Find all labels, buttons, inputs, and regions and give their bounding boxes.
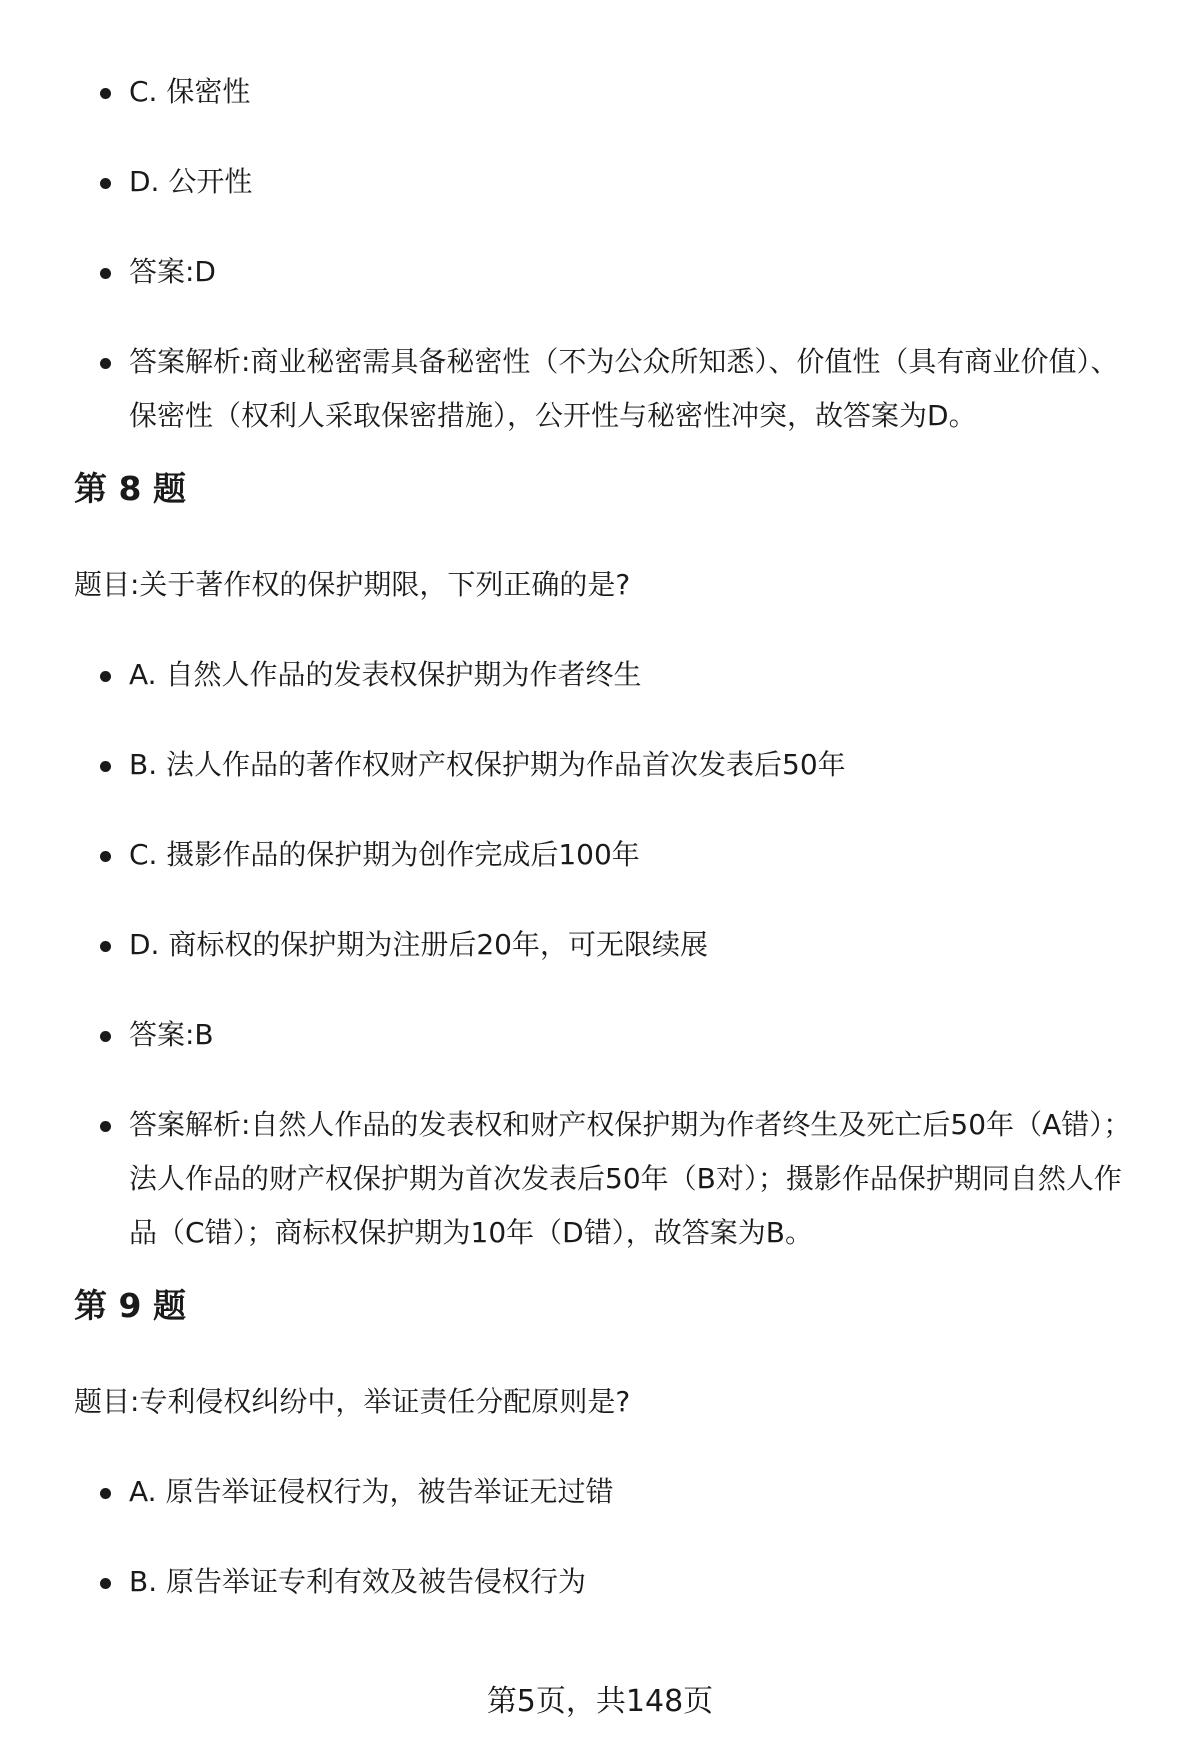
option-b: B. 原告举证专利有效及被告侵权行为 (74, 1552, 1140, 1612)
question-9-options (74, 1462, 1140, 1612)
option-c: C. 保密性 (74, 62, 1140, 122)
answer: 答案:B (74, 1005, 1140, 1065)
question-8-title: 第 8 题 (74, 469, 186, 508)
option-d: D. 公开性 (74, 152, 1140, 212)
answer-explanation: 答案解析:商业秘密需具备秘密性（不为公众所知悉）、价值性（具有商业价值）、保密性（权利人采取保密措施），公开性与秘密性冲突，故答案为D。 (74, 332, 1140, 443)
prev-question-list (74, 62, 1140, 443)
option-c: C. 摄影作品的保护期为创作完成后100年 (74, 825, 1140, 885)
option-a: A. 自然人作品的发表权保护期为作者终生 (74, 645, 1140, 705)
question-9-title: 第 9 题 (74, 1286, 186, 1325)
answer: 答案:D (74, 242, 1140, 302)
page-content (74, 62, 1140, 1642)
option-b: B. 法人作品的著作权财产权保护期为作品首次发表后50年 (74, 735, 1140, 795)
question-9-stem: 题目:专利侵权纠纷中，举证责任分配原则是? (74, 1385, 631, 1418)
question-8-stem: 题目:关于著作权的保护期限，下列正确的是? (74, 568, 631, 601)
option-a: A. 原告举证侵权行为，被告举证无过错 (74, 1462, 1140, 1522)
option-d: D. 商标权的保护期为注册后20年，可无限续展 (74, 915, 1140, 975)
page-number: 第5页，共148页 (486, 1684, 714, 1719)
answer-explanation: 答案解析:自然人作品的发表权和财产权保护期为作者终生及死亡后50年（A错）；法人作品的财产权保护期为首次发表后50年（B对）；摄影作品保护期同自然人作品（C错）；商标权保护期为10年（D错），故答案为B。 (74, 1095, 1140, 1260)
question-8-options (74, 645, 1140, 1260)
